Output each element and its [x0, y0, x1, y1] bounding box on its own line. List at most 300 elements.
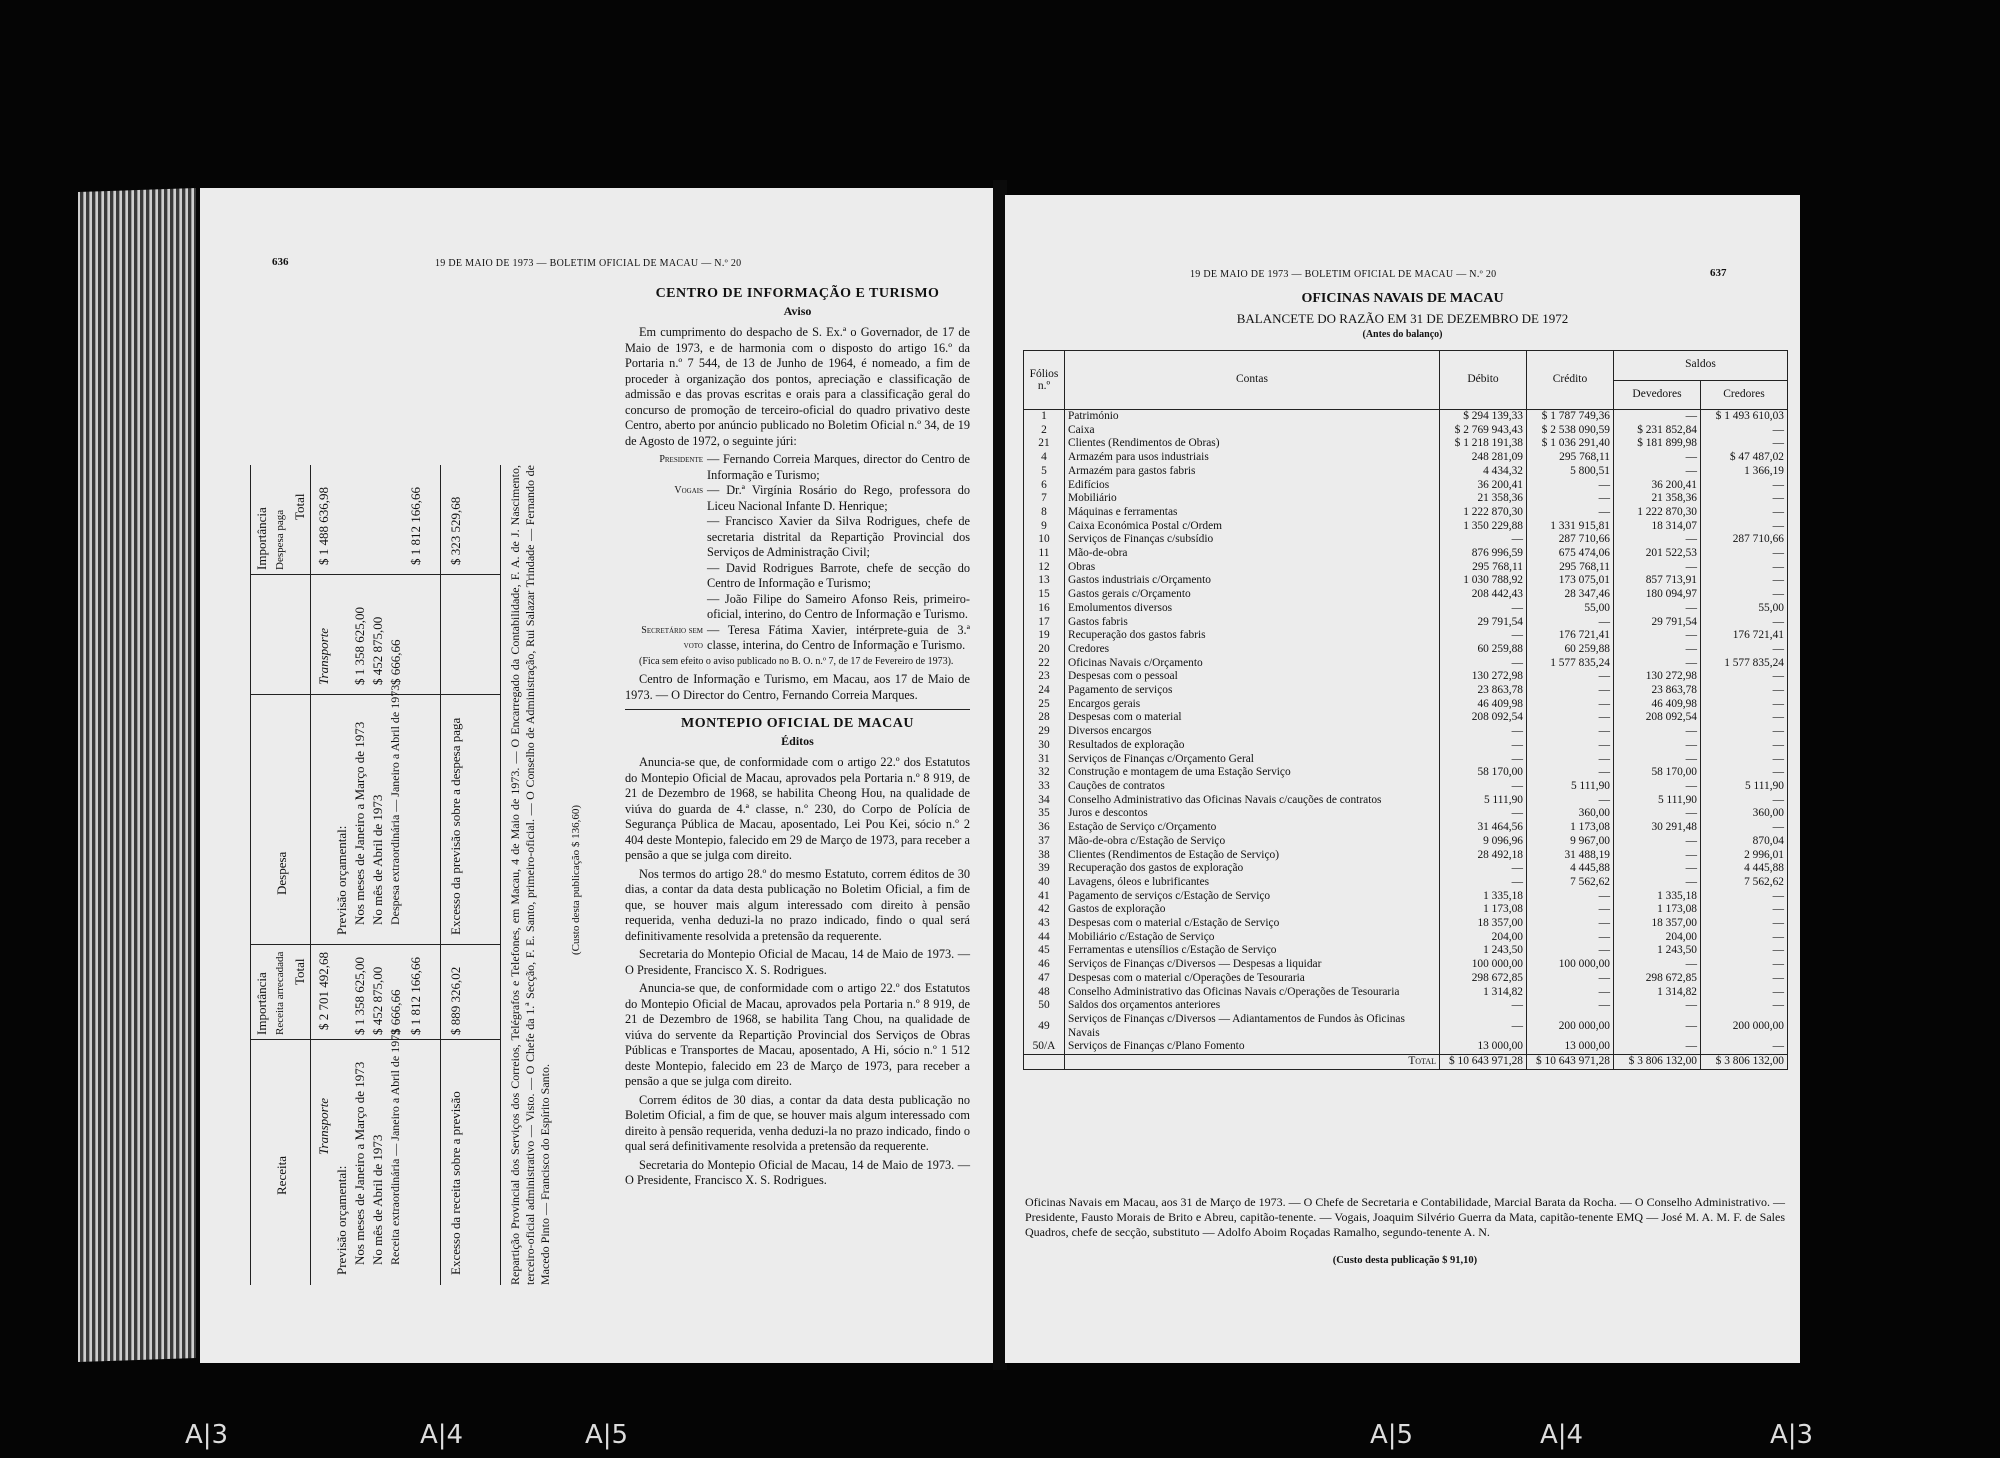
running-head-right: 19 DE MAIO DE 1973 — BOLETIM OFICIAL DE MACAU — N.º 20	[1190, 269, 1497, 280]
account-cell: Serviços de Finanças c/Diversos — Adiantamentos de Fundos às Oficinas Navais	[1065, 1013, 1440, 1040]
table-row	[1024, 437, 1788, 451]
folio-cell: 1	[1024, 410, 1065, 424]
credito-cell: 1 331 915,81	[1527, 520, 1614, 534]
credores-cell: 2 996,01	[1701, 849, 1788, 863]
table-row	[1024, 794, 1788, 808]
credito-cell: 31 488,19	[1527, 849, 1614, 863]
folio-cell: 25	[1024, 698, 1065, 712]
credito-cell: 1 577 835,24	[1527, 657, 1614, 671]
account-cell: Saldos dos orçamentos anteriores	[1065, 999, 1440, 1013]
table-row	[1024, 821, 1788, 835]
table-row	[1024, 1013, 1788, 1040]
table-row	[1024, 479, 1788, 493]
table-row	[1024, 766, 1788, 780]
credores-cell: —	[1701, 999, 1788, 1013]
receita-row-1: Nos meses de Janeiro a Março de 1973	[352, 1061, 367, 1265]
devedores-cell: —	[1614, 958, 1701, 972]
credores-cell: —	[1701, 931, 1788, 945]
balancete-subtitle: BALANCETE DO RAZÃO EM 31 DE DEZEMBRO DE 1972	[1236, 311, 1569, 326]
account-cell: Recuperação dos gastos fabris	[1065, 629, 1440, 643]
account-cell: Serviços de Finanças c/subsídio	[1065, 533, 1440, 547]
credito-cell: $ 2 538 090,59	[1527, 424, 1614, 438]
credito-cell: —	[1527, 711, 1614, 725]
table-row	[1024, 657, 1788, 671]
signature-block: Repartição Provincial dos Serviços dos Correios, Telégrafos e Telefones, em Macau, 4 de Maio de 1973. — O Encarregado da Contabilidade, F. A. de J. Nascimento, terceiro-oficial administrativo — Visto. — O Chefe da 1.ª Secção, F. E. Santo, primeiro-oficial. — O Conselho de Administração, Rui Salazar Trindade — Fernando de Macedo Pinto — Francisco do Espírito Santo.	[508, 465, 552, 1285]
credores-cell: 1 577 835,24	[1701, 657, 1788, 671]
folio-cell: 50/A	[1024, 1040, 1065, 1054]
credores-cell: —	[1701, 890, 1788, 904]
account-cell: Recuperação dos gastos de exploração	[1065, 862, 1440, 876]
account-cell: Armazém para gastos fabris	[1065, 465, 1440, 479]
devedores-cell: 857 713,91	[1614, 574, 1701, 588]
devedores-cell: —	[1614, 643, 1701, 657]
folio-cell: 2	[1024, 424, 1065, 438]
account-cell: Caixa Económica Postal c/Ordem	[1065, 520, 1440, 534]
devedores-cell: 58 170,00	[1614, 766, 1701, 780]
devedores-cell: —	[1614, 862, 1701, 876]
account-cell: Emolumentos diversos	[1065, 602, 1440, 616]
table-row	[1024, 890, 1788, 904]
credores-cell: —	[1701, 739, 1788, 753]
centro-paragraph: Em cumprimento do despacho de S. Ex.ª o Governador, de 17 de Maio de 1973, e de harmonia com o disposto do artigo 16.º da Portaria n.º 7 544, de 13 de Junho de 1964, é nomeado, a fim de proceder à organização dos pontos, apreciação e classificação de admissão e das provas escritas e orais para a classificação geral do concurso de promoção de terceiro-oficial do quadro privativo deste Centro, aberto por anúncio publicado no Boletim Oficial n.º 34, de 19 de Agosto de 1972, o seguinte júri:	[625, 325, 970, 448]
folio-cell: 31	[1024, 753, 1065, 767]
montepio-subtitle: Éditos	[781, 733, 814, 748]
credores-cell: 4 445,88	[1701, 862, 1788, 876]
credito-cell: —	[1527, 999, 1614, 1013]
right-page	[1005, 195, 1800, 1363]
folio-cell: 24	[1024, 684, 1065, 698]
credito-cell: 13 000,00	[1527, 1040, 1614, 1054]
devedores-cell: —	[1614, 657, 1701, 671]
excesso-despesa-value: $ 323 529,68	[448, 496, 463, 565]
account-cell: Obras	[1065, 561, 1440, 575]
folio-cell: 7	[1024, 492, 1065, 506]
credores-cell: —	[1701, 986, 1788, 1000]
debito-cell: 58 170,00	[1440, 766, 1527, 780]
table-row	[1024, 986, 1788, 1000]
devedores-cell: 5 111,90	[1614, 794, 1701, 808]
devedores-cell: —	[1614, 753, 1701, 767]
devedores-cell: 1 243,50	[1614, 944, 1701, 958]
credores-cell: —	[1701, 424, 1788, 438]
excesso-receita-label: Excesso da receita sobre a previsão	[448, 1091, 463, 1275]
account-cell: Serviços de Finanças c/Orçamento Geral	[1065, 753, 1440, 767]
receita-total: $ 1 812 166,66	[408, 957, 423, 1035]
despesa-transporte-label: Transporte	[316, 627, 331, 685]
credores-cell: —	[1701, 479, 1788, 493]
debito-cell: —	[1440, 657, 1527, 671]
folio-cell: 4	[1024, 451, 1065, 465]
centro-note: (Fica sem efeito o aviso publicado no B. O. n.º 7, de 17 de Fevereiro de 1973).	[639, 655, 954, 667]
debito-cell: 1 243,50	[1440, 944, 1527, 958]
credores-cell: 7 562,62	[1701, 876, 1788, 890]
jury-row: Vogais — Dr.ª Virgínia Rosário do Rego, professora do Liceu Nacional Infante D. Henrique;	[674, 483, 970, 513]
credores-cell: —	[1701, 670, 1788, 684]
folio-cell: 33	[1024, 780, 1065, 794]
devedores-cell: 29 791,54	[1614, 616, 1701, 630]
account-cell: Edifícios	[1065, 479, 1440, 493]
devedores-cell: —	[1614, 629, 1701, 643]
folio-cell: 36	[1024, 821, 1065, 835]
debito-cell: 9 096,96	[1440, 835, 1527, 849]
debito-cell: 60 259,88	[1440, 643, 1527, 657]
table-row	[1024, 835, 1788, 849]
table-row	[1024, 520, 1788, 534]
table-row	[1024, 931, 1788, 945]
account-cell: Património	[1065, 410, 1440, 424]
receita-row-2: No mês de Abril de 1973	[370, 1134, 385, 1265]
montepio-p6: Secretaria do Montepio Oficial de Macau, 14 de Maio de 1973. — O Presidente, Francisco X. S. Rodrigues.	[625, 1157, 970, 1187]
total-devedores: $ 3 806 132,00	[1614, 1055, 1701, 1070]
credito-cell: —	[1527, 766, 1614, 780]
film-mark: A|5	[1370, 1420, 1414, 1450]
credores-cell: 870,04	[1701, 835, 1788, 849]
importancia-header-2: Importância	[254, 507, 269, 570]
account-cell: Despesas com o material	[1065, 711, 1440, 725]
debito-cell: —	[1440, 807, 1527, 821]
credito-cell: 675 474,06	[1527, 547, 1614, 561]
excesso-receita-value: $ 889 326,02	[448, 966, 463, 1035]
credito-cell: —	[1527, 944, 1614, 958]
devedores-cell: 201 522,53	[1614, 547, 1701, 561]
receita-header: Receita	[274, 1156, 289, 1195]
credores-cell: —	[1701, 794, 1788, 808]
credores-cell: —	[1701, 616, 1788, 630]
devedores-cell: —	[1614, 999, 1701, 1013]
debito-cell: 1 335,18	[1440, 890, 1527, 904]
folio-cell: 21	[1024, 437, 1065, 451]
folio-cell: 48	[1024, 986, 1065, 1000]
credito-cell: —	[1527, 616, 1614, 630]
table-row	[1024, 547, 1788, 561]
account-cell: Caixa	[1065, 424, 1440, 438]
transporte-label: Transporte	[316, 1097, 331, 1155]
folio-cell: 23	[1024, 670, 1065, 684]
devedores-cell: 180 094,97	[1614, 588, 1701, 602]
debito-cell: 1 173,08	[1440, 903, 1527, 917]
credito-cell: 176 721,41	[1527, 629, 1614, 643]
folio-cell: 8	[1024, 506, 1065, 520]
debito-cell: —	[1440, 753, 1527, 767]
credito-cell: —	[1527, 972, 1614, 986]
table-row	[1024, 643, 1788, 657]
debito-cell: —	[1440, 533, 1527, 547]
account-cell: Resultados de exploração	[1065, 739, 1440, 753]
table-row	[1024, 588, 1788, 602]
header-saldos: Saldos	[1614, 351, 1788, 381]
devedores-cell: —	[1614, 410, 1701, 424]
header-devedores: Devedores	[1614, 380, 1701, 410]
debito-cell: 100 000,00	[1440, 958, 1527, 972]
total-label: Total	[1065, 1055, 1440, 1070]
centro-sign: Centro de Informação e Turismo, em Macau, aos 17 de Maio de 1973. — O Director do Centro, Fernando Correia Marques.	[625, 672, 970, 702]
credito-cell: 60 259,88	[1527, 643, 1614, 657]
folio-cell: 13	[1024, 574, 1065, 588]
folio-cell: 50	[1024, 999, 1065, 1013]
folio-cell: 5	[1024, 465, 1065, 479]
credores-cell: —	[1701, 547, 1788, 561]
account-cell: Diversos encargos	[1065, 725, 1440, 739]
credito-cell: 4 445,88	[1527, 862, 1614, 876]
debito-cell: 29 791,54	[1440, 616, 1527, 630]
credito-cell: 7 562,62	[1527, 876, 1614, 890]
credito-cell: 5 800,51	[1527, 465, 1614, 479]
divider	[625, 709, 970, 710]
credito-cell: —	[1527, 479, 1614, 493]
credito-cell: —	[1527, 890, 1614, 904]
header-contas: Contas	[1065, 351, 1440, 410]
devedores-cell: —	[1614, 561, 1701, 575]
credito-cell: $ 1 036 291,40	[1527, 437, 1614, 451]
debito-cell: 5 111,90	[1440, 794, 1527, 808]
film-mark: A|3	[185, 1420, 229, 1450]
centro-subtitle: Aviso	[783, 303, 812, 318]
table-row	[1024, 807, 1788, 821]
credito-cell: —	[1527, 986, 1614, 1000]
credito-cell: 295 768,11	[1527, 561, 1614, 575]
receita-row-3-value: $ 666,66	[388, 989, 403, 1035]
debito-cell: 208 442,43	[1440, 588, 1527, 602]
account-cell: Mobiliário c/Estação de Serviço	[1065, 931, 1440, 945]
jury-row: Presidente — Fernando Correia Marques, director do Centro de Informação e Turismo;	[659, 452, 970, 482]
folio-cell: 30	[1024, 739, 1065, 753]
devedores-cell: 298 672,85	[1614, 972, 1701, 986]
table-row	[1024, 533, 1788, 547]
table-row	[1024, 424, 1788, 438]
credito-cell: 9 967,00	[1527, 835, 1614, 849]
montepio-p1: Anuncia-se que, de conformidade com o artigo 22.º dos Estatutos do Montepio Oficial de Macau, aprovados pela Portaria n.º 8 919, de 21 de Dezembro de 1968, se habilita Cheong Hou, na qualidade de viúva do guarda de 4.ª classe, n.º 230, do Corpo de Polícia de Segurança Pública de Macau, aposentado, Lei Pou Kei, sócio n.º 2 404 deste Montepio, falecido em 29 de Março de 1973, para receber a pensão a que se julga com direito.	[625, 755, 970, 862]
folio-cell: 38	[1024, 849, 1065, 863]
account-cell: Despesas com o pessoal	[1065, 670, 1440, 684]
debito-cell: —	[1440, 725, 1527, 739]
film-mark: A|5	[585, 1420, 629, 1450]
credores-cell: —	[1701, 711, 1788, 725]
debito-cell: 18 357,00	[1440, 917, 1527, 931]
devedores-cell: —	[1614, 533, 1701, 547]
receita-row-3: Receita extraordinária — Janeiro a Abril de 1973	[388, 1028, 402, 1265]
header-folios: Fólios n.º	[1024, 351, 1065, 410]
account-cell: Pagamento de serviços	[1065, 684, 1440, 698]
devedores-cell: 130 272,98	[1614, 670, 1701, 684]
account-cell: Gastos de exploração	[1065, 903, 1440, 917]
devedores-cell: 1 314,82	[1614, 986, 1701, 1000]
account-cell: Despesas com o material c/Operações de Tesouraria	[1065, 972, 1440, 986]
rotated-statement-table	[250, 465, 630, 1285]
table-row	[1024, 574, 1788, 588]
credores-cell: $ 47 487,02	[1701, 451, 1788, 465]
devedores-cell: —	[1614, 780, 1701, 794]
account-cell: Pagamento de serviços c/Estação de Serviço	[1065, 890, 1440, 904]
credores-cell: —	[1701, 821, 1788, 835]
debito-cell: 1 350 229,88	[1440, 520, 1527, 534]
folio-cell: 29	[1024, 725, 1065, 739]
folio-cell: 12	[1024, 561, 1065, 575]
despesa-total: $ 1 812 166,66	[408, 487, 423, 565]
centro-title: CENTRO DE INFORMAÇÃO E TURISMO	[655, 286, 940, 301]
account-cell: Despesas com o material c/Estação de Serviço	[1065, 917, 1440, 931]
table-row	[1024, 849, 1788, 863]
credores-cell: —	[1701, 506, 1788, 520]
devedores-cell: 1 335,18	[1614, 890, 1701, 904]
debito-cell: 13 000,00	[1440, 1040, 1527, 1054]
devedores-cell: $ 231 852,84	[1614, 424, 1701, 438]
devedores-cell: 23 863,78	[1614, 684, 1701, 698]
left-page	[200, 188, 995, 1363]
devedores-cell: 208 092,54	[1614, 711, 1701, 725]
debito-cell: $ 2 769 943,43	[1440, 424, 1527, 438]
text-column	[625, 280, 970, 1192]
table-row	[1024, 711, 1788, 725]
credores-cell: —	[1701, 574, 1788, 588]
header-debito: Débito	[1440, 351, 1527, 410]
devedores-cell: —	[1614, 739, 1701, 753]
credores-cell: —	[1701, 684, 1788, 698]
table-row	[1024, 465, 1788, 479]
credores-cell: —	[1701, 725, 1788, 739]
despesa-row-1-value: $ 1 358 625,00	[352, 607, 367, 685]
total-debito: $ 10 643 971,28	[1440, 1055, 1527, 1070]
folio-cell: 11	[1024, 547, 1065, 561]
table-row	[1024, 725, 1788, 739]
balancete-note: (Antes do balanço)	[1362, 329, 1443, 340]
debito-cell: —	[1440, 602, 1527, 616]
folio-cell: 42	[1024, 903, 1065, 917]
table-row	[1024, 492, 1788, 506]
debito-cell: —	[1440, 739, 1527, 753]
debito-cell: 1 030 788,92	[1440, 574, 1527, 588]
balancete-title: OFICINAS NAVAIS DE MACAU	[1301, 291, 1504, 306]
folio-cell: 34	[1024, 794, 1065, 808]
devedores-cell: 18 314,07	[1614, 520, 1701, 534]
devedores-cell: 36 200,41	[1614, 479, 1701, 493]
debito-cell: —	[1440, 876, 1527, 890]
debito-cell: —	[1440, 862, 1527, 876]
jury-row: — David Rodrigues Barrote, chefe de secção do Centro de Informação e Turismo;	[707, 560, 970, 590]
debito-cell: $ 1 218 191,38	[1440, 437, 1527, 451]
receita-row-2-value: $ 452 875,00	[370, 966, 385, 1035]
devedores-cell: —	[1614, 602, 1701, 616]
despesa-row-3: Despesa extraordinária — Janeiro a Abril de 1973	[388, 684, 402, 925]
credito-cell: 200 000,00	[1527, 1013, 1614, 1040]
table-row	[1024, 1040, 1788, 1054]
account-cell: Construção e montagem de uma Estação Serviço	[1065, 766, 1440, 780]
table-row	[1024, 739, 1788, 753]
folio-cell: 41	[1024, 890, 1065, 904]
devedores-cell: 21 358,36	[1614, 492, 1701, 506]
folio-cell: 32	[1024, 766, 1065, 780]
total-credito: $ 10 643 971,28	[1527, 1055, 1614, 1070]
table-row	[1024, 616, 1788, 630]
credores-cell: —	[1701, 1040, 1788, 1054]
jury-row: — Francisco Xavier da Silva Rodrigues, chefe de secretaria distrital da Repartição Provincial dos Serviços de Administração Civil;	[707, 514, 970, 559]
credores-cell: —	[1701, 698, 1788, 712]
header-credores: Credores	[1701, 380, 1788, 410]
debito-cell: 4 434,32	[1440, 465, 1527, 479]
credores-cell: 5 111,90	[1701, 780, 1788, 794]
transporte-value: $ 2 701 492,68	[316, 952, 331, 1030]
credito-cell: 100 000,00	[1527, 958, 1614, 972]
credito-cell: 287 710,66	[1527, 533, 1614, 547]
folio-cell: 28	[1024, 711, 1065, 725]
folio-cell: 22	[1024, 657, 1065, 671]
account-cell: Gastos industriais c/Orçamento	[1065, 574, 1440, 588]
table-row	[1024, 410, 1788, 424]
credores-cell: —	[1701, 492, 1788, 506]
table-row	[1024, 903, 1788, 917]
folio-cell: 37	[1024, 835, 1065, 849]
table-row	[1024, 506, 1788, 520]
folio-cell: 9	[1024, 520, 1065, 534]
debito-cell: —	[1440, 629, 1527, 643]
film-mark: A|4	[1540, 1420, 1584, 1450]
table-row	[1024, 602, 1788, 616]
credito-cell: —	[1527, 739, 1614, 753]
debito-cell: 46 409,98	[1440, 698, 1527, 712]
account-cell: Clientes (Rendimentos de Obras)	[1065, 437, 1440, 451]
devedores-cell: 30 291,48	[1614, 821, 1701, 835]
debito-cell: —	[1440, 780, 1527, 794]
folio-cell: 19	[1024, 629, 1065, 643]
despesa-header: Despesa	[274, 851, 289, 895]
account-cell: Armazém para usos industriais	[1065, 451, 1440, 465]
debito-cell: 23 863,78	[1440, 684, 1527, 698]
devedores-cell: —	[1614, 849, 1701, 863]
devedores-cell: 1 222 870,30	[1614, 506, 1701, 520]
montepio-p5: Correm éditos de 30 dias, a contar da data desta publicação no Boletim Oficial, a fim de que, se houver mais algum interessado com direito à pensão requerida, venha deduzi-la no prazo indicado, findo o qual será definitivamente resolvida a pretensão da requerente.	[625, 1092, 970, 1153]
devedores-cell: $ 181 899,98	[1614, 437, 1701, 451]
debito-cell: 21 358,36	[1440, 492, 1527, 506]
debito-cell: —	[1440, 999, 1527, 1013]
account-cell: Clientes (Rendimentos de Estação de Serviço)	[1065, 849, 1440, 863]
table-row	[1024, 917, 1788, 931]
table-row	[1024, 753, 1788, 767]
debito-cell: $ 294 139,33	[1440, 410, 1527, 424]
credores-cell: —	[1701, 753, 1788, 767]
devedores-cell: 18 357,00	[1614, 917, 1701, 931]
excesso-despesa-label: Excesso da previsão sobre a despesa paga	[448, 717, 463, 935]
credores-cell: —	[1701, 944, 1788, 958]
devedores-cell: —	[1614, 876, 1701, 890]
credores-cell: 287 710,66	[1701, 533, 1788, 547]
montepio-p3: Secretaria do Montepio Oficial de Macau, 14 de Maio de 1973. — O Presidente, Francisco X. S. Rodrigues.	[625, 947, 970, 977]
folio-cell: 16	[1024, 602, 1065, 616]
account-cell: Juros e descontos	[1065, 807, 1440, 821]
credores-cell: —	[1701, 766, 1788, 780]
previsao-label: Previsão orçamental:	[334, 1165, 349, 1275]
table-row	[1024, 629, 1788, 643]
credores-cell: —	[1701, 437, 1788, 451]
debito-cell: 1 222 870,30	[1440, 506, 1527, 520]
credores-cell: 200 000,00	[1701, 1013, 1788, 1040]
account-cell: Lavagens, óleos e lubrificantes	[1065, 876, 1440, 890]
account-cell: Máquinas e ferramentas	[1065, 506, 1440, 520]
debito-cell: 1 314,82	[1440, 986, 1527, 1000]
credito-cell: 295 768,11	[1527, 451, 1614, 465]
credito-cell: —	[1527, 492, 1614, 506]
table-row	[1024, 958, 1788, 972]
receita-arrecadada-header: Receita arrecadada	[274, 951, 286, 1035]
credores-cell: —	[1701, 917, 1788, 931]
credores-cell: 1 366,19	[1701, 465, 1788, 479]
folio-cell: 45	[1024, 944, 1065, 958]
credores-cell: —	[1701, 643, 1788, 657]
table-row	[1024, 698, 1788, 712]
credito-cell: —	[1527, 698, 1614, 712]
devedores-cell: —	[1614, 1013, 1701, 1040]
folio-cell: 44	[1024, 931, 1065, 945]
table-row	[1024, 684, 1788, 698]
film-mark: A|3	[1770, 1420, 1814, 1450]
